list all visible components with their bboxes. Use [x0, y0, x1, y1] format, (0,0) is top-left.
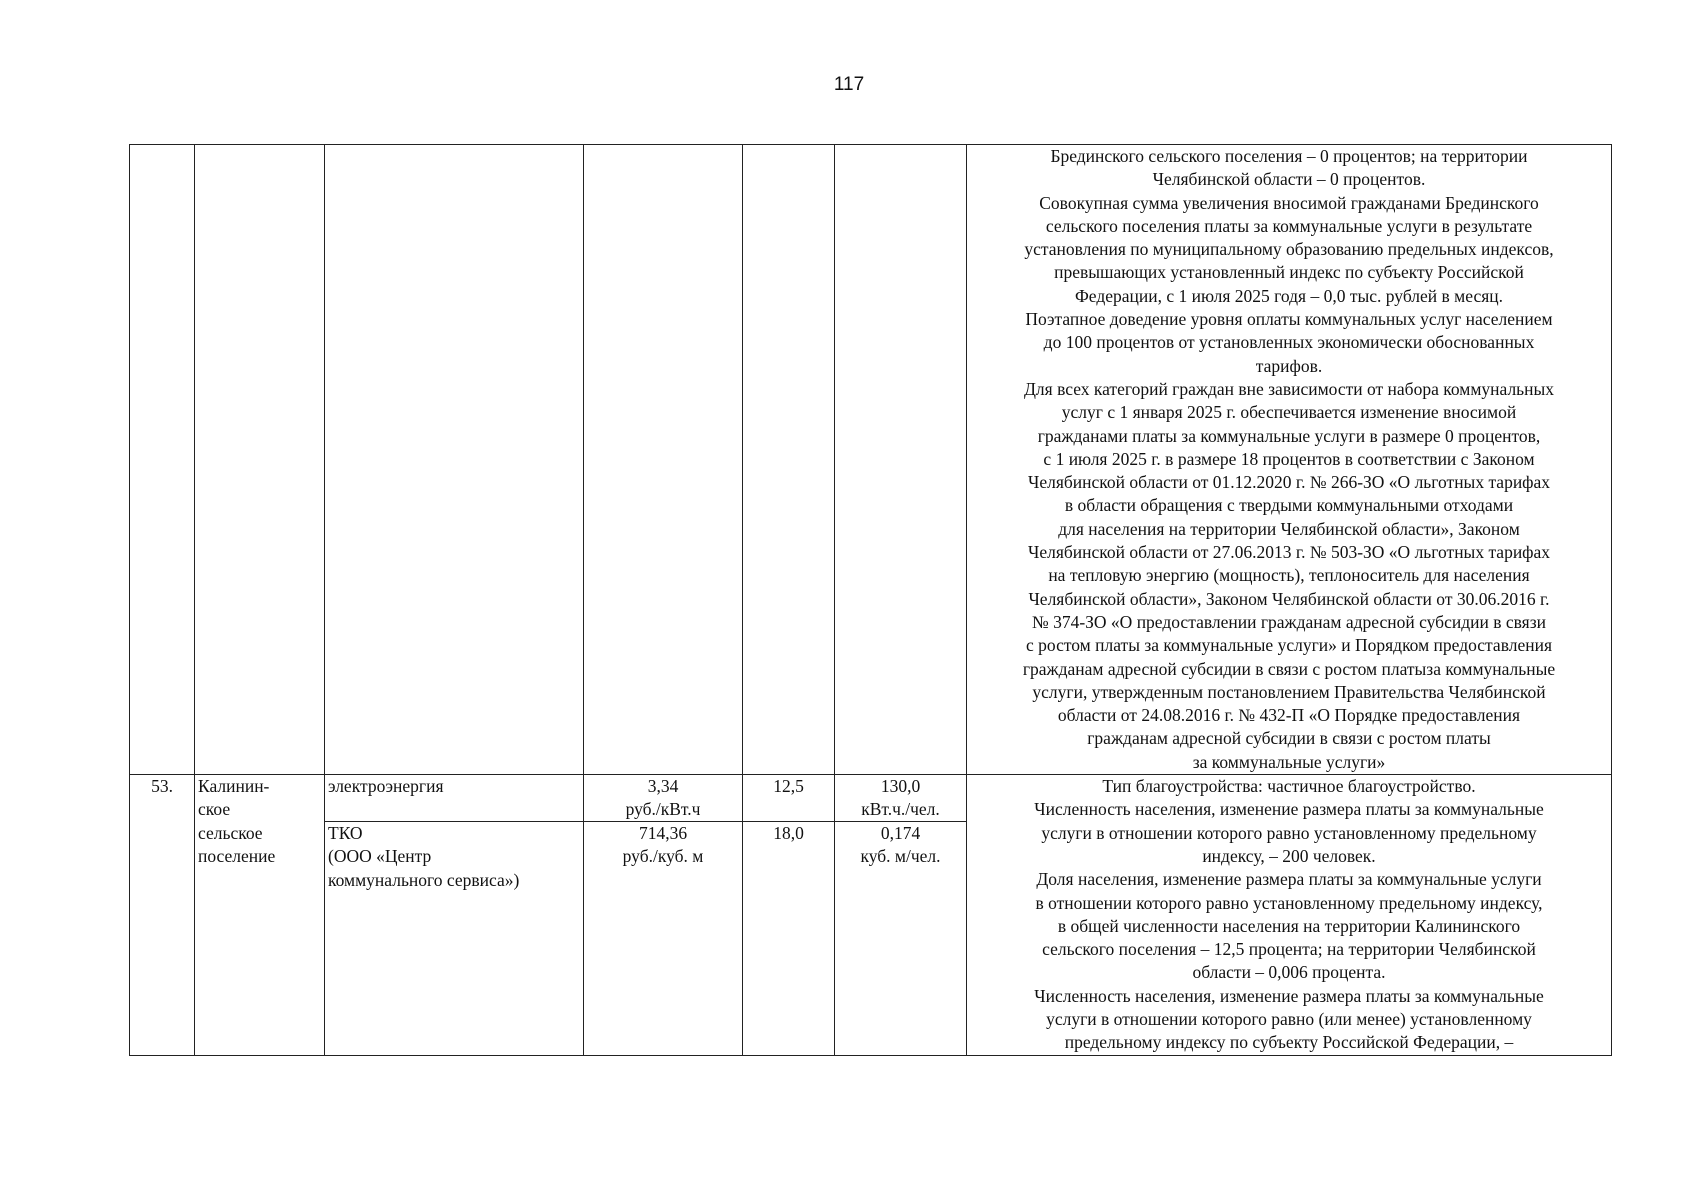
description-line: за коммунальные услуги» — [1192, 751, 1386, 772]
description-line: области от 24.08.2016 г. № 432-П «О Порядке предоставления — [1057, 705, 1521, 726]
description-line: Челябинской области», Законом Челябинской области от 30.06.2016 г. — [1028, 588, 1550, 609]
service-name-line: ТКО — [328, 823, 363, 844]
service-name-line: электроэнергия — [328, 776, 444, 797]
description-line: Брединского сельского поселения – 0 процентов; на территории — [1050, 146, 1528, 166]
norm-line: 0,174 — [880, 823, 921, 844]
description-line: Тип благоустройства: частичное благоустройство. — [1102, 776, 1476, 797]
tariff-line: 3,34 — [647, 776, 679, 797]
description-line: в области обращения с твердыми коммунальными отходами — [1064, 495, 1514, 516]
cell-row-number — [130, 775, 195, 1056]
service-tko-norm — [835, 822, 966, 869]
municipality-name-line: ское — [198, 799, 231, 820]
row-number: 53. — [151, 776, 173, 797]
description-line: Численность населения, изменение размера платы за коммунальные — [1034, 985, 1544, 1006]
cell-norm — [835, 775, 967, 1056]
description-line: услуги в отношении которого равно установленному предельному — [1041, 822, 1537, 843]
description-line: Доля населения, изменение размера платы за коммунальные услуги — [1036, 869, 1542, 890]
tariff-table — [129, 144, 1612, 1056]
description-line: Поэтапное доведение уровня оплаты коммунальных услуг населением — [1025, 309, 1553, 330]
description-line: Совокупная сумма увеличения вносимой гражданами Брединского — [1039, 192, 1539, 213]
tko-index-value: 18,0 — [773, 823, 804, 844]
description-line: гражданами платы за коммунальные услуги в размере 0 процентов, — [1037, 425, 1541, 446]
cell-description-53 — [967, 775, 1612, 1056]
municipality-name-line: сельское — [198, 822, 263, 843]
description-line: гражданам адресной субсидии в связи с ростом платыза коммунальные — [1022, 658, 1556, 679]
service-tko-index — [743, 822, 834, 845]
cell-tariff-empty — [584, 145, 743, 775]
description-line: установления по муниципальному образованию предельных индексов, — [1024, 239, 1554, 260]
description-line: гражданам адресной субсидии в связи с ростом платы — [1087, 728, 1491, 749]
description-line: услуги в отношении которого равно (или менее) установленному — [1046, 1008, 1532, 1029]
description-line: для населения на территории Челябинской области», Законом — [1058, 518, 1520, 539]
description-line: на тепловую энергию (мощность), теплоноситель для населения — [1048, 565, 1530, 586]
municipality-name-line: Калинин- — [198, 776, 270, 797]
service-name-line: коммунального сервиса») — [328, 869, 520, 890]
description-line: сельского поселения платы за коммунальные услуги в результате — [1045, 215, 1533, 236]
norm-line: кВт.ч./чел. — [861, 799, 940, 820]
cell-index — [743, 775, 835, 1056]
service-tko-tariff — [584, 822, 742, 869]
description-line: Для всех категорий граждан вне зависимости от набора коммунальных — [1023, 378, 1555, 399]
page-number: 117 — [833, 74, 865, 95]
tariff-line: руб./куб. м — [622, 846, 704, 867]
service-electricity-norm — [835, 775, 966, 822]
description-line: индексу, – 200 человек. — [1202, 845, 1376, 866]
cell-description-continued — [967, 145, 1612, 775]
municipality-name-line: поселение — [198, 845, 276, 866]
electricity-index-value: 12,5 — [773, 776, 804, 797]
cell-service — [325, 775, 584, 1056]
description-line: сельского поселения – 12,5 процента; на территории Челябинской — [1042, 939, 1536, 960]
norm-line: куб. м/чел. — [860, 846, 941, 867]
description-line: Численность населения, изменение размера платы за коммунальные — [1034, 799, 1544, 820]
service-electricity-tariff — [584, 775, 742, 822]
description-line: области – 0,006 процента. — [1192, 962, 1386, 983]
table-row-53 — [130, 775, 1612, 1056]
description-line: Федерации, с 1 июля 2025 годя – 0,0 тыс. рублей в месяц. — [1074, 285, 1504, 306]
cell-norm-empty — [835, 145, 967, 775]
description-line: с 1 июля 2025 г. в размере 18 процентов в соответствии с Законом — [1043, 448, 1535, 469]
tariff-line: руб./кВт.ч — [625, 799, 701, 820]
service-electricity-index — [743, 775, 834, 822]
description-line: с ростом платы за коммунальные услуги» и Порядком предоставления — [1026, 635, 1552, 656]
service-electricity-name — [325, 775, 584, 822]
description-line: Челябинской области от 01.12.2020 г. № 266-ЗО «О льготных тарифах — [1027, 472, 1551, 493]
description-line: тарифов. — [1255, 355, 1323, 376]
norm-line: 130,0 — [880, 776, 921, 797]
cell-municipality — [195, 775, 325, 1056]
table-row-continued — [130, 145, 1612, 775]
description-line: в отношении которого равно установленному предельному индексу, — [1035, 892, 1543, 913]
cell-number-empty — [130, 145, 195, 775]
description-line: в общей численности населения на территории Калининского — [1057, 915, 1521, 936]
description-line: превышающих установленный индекс по субъекту Российской — [1054, 262, 1524, 283]
service-name-line: (ООО «Центр — [328, 846, 432, 867]
cell-municipality-empty — [195, 145, 325, 775]
service-tko-name — [325, 822, 584, 892]
description-line: предельному индексу по субъекту Российской Федерации, – — [1064, 1032, 1514, 1053]
cell-tariff — [584, 775, 743, 1056]
cell-index-empty — [743, 145, 835, 775]
cell-service-empty — [325, 145, 584, 775]
description-line: № 374-ЗО «О предоставлении гражданам адресной субсидии в связи — [1032, 611, 1546, 632]
description-line: до 100 процентов от установленных экономически обоснованных — [1043, 332, 1535, 353]
description-line: Челябинской области – 0 процентов. — [1152, 169, 1426, 190]
description-line: Челябинской области от 27.06.2013 г. № 503-ЗО «О льготных тарифах — [1027, 542, 1551, 563]
description-line: услуги, утвержденным постановлением Правительства Челябинской — [1032, 681, 1546, 702]
description-line: услуг с 1 января 2025 г. обеспечивается изменение вносимой — [1061, 402, 1517, 423]
tariff-line: 714,36 — [638, 823, 688, 844]
